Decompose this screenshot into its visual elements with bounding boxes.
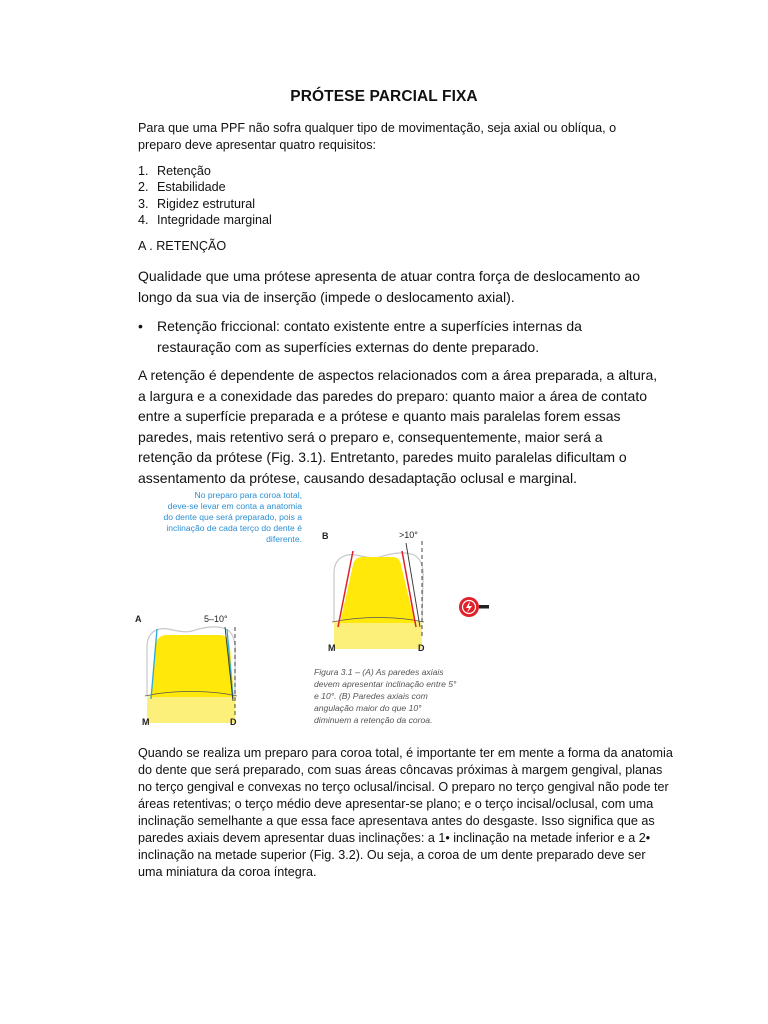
paragraph-retention-definition: Qualidade que uma prótese apresenta de atuar contra força de deslocamento ao longo da sua via de inserção (impede o deslocamento axial). [138,268,640,305]
figure-illustration [116,487,512,739]
warning-lightning-icon [459,597,489,617]
paragraph-retention-factors: A retenção é dependente de aspectos relacionados com a área preparada, a altura, a largura e a conexidade das paredes do preparo: quanto maior a área de contato entre a superfície preparada e a prótese e quanto mais paralelas forem essas paredes, mais retentivo será o preparo e, consequentemente, maior será a retenção da prótese (Fig. 3.1). Entretanto, paredes muito paralelas dificultam o assentamento da prótese, causando desadaptação oclusal e marginal. [138,367,658,486]
requirements-list [138,163,272,229]
label-b: B [322,531,329,541]
bullet-dot: • [138,318,143,334]
list-text: Integridade marginal [157,213,272,228]
list-text: Retenção [157,164,211,178]
figure-note-line: diferente. [266,534,302,544]
root-region [334,621,422,649]
figure-note-line: No preparo para coroa total, [194,490,302,500]
paragraph-crown-preparation: Quando se realiza um preparo para coroa total, é importante ter em mente a forma da anatomia do dente que será preparado, com suas áreas côncavas próximas à margem gengival, planas no terço gengival e convexas no terço oclusal/incisal. O preparo no terço gengival não pode ter áreas retentivas; o terço médio deve apresentar-se plano; e o terço incisal/oclusal, com uma inclinação semelhante a que essa face apresentava antes do desgaste. Isso significa que as paredes axiais devem apresentar duas inclinações: a 1• inclinação na metade inferior e a 2• inclinação na metade superior (Fig. 3.2). Ou seja, a coroa de um dente preparado deve ser uma miniatura da coroa íntegra. [138,746,673,879]
figure-caption-line: angulação maior do que 10° [314,703,422,713]
angle-label-b: >10° [399,530,418,540]
list-item [138,179,272,195]
document-title: PRÓTESE PARCIAL FIXA [290,88,478,105]
list-item [138,163,272,179]
intro-paragraph: Para que uma PPF não sofra qualquer tipo de movimentação, seja axial ou oblíqua, o preparo deve apresentar quatro requisitos: [138,121,617,152]
list-text: Rigidez estrutural [157,196,255,211]
label-m: M [328,643,336,653]
label-a: A [135,614,142,624]
list-number: 1. [138,164,149,178]
prepared-core [340,557,415,623]
bullet-text: Retenção friccional: contato existente entre a superfícies internas da restauração com as superfícies externas do dente preparado. [157,318,582,355]
figure-3-1 [116,487,512,739]
figure-caption-line: e 10°. (B) Paredes axiais com [314,691,428,701]
figure-note-line: inclinação de cada terço do dente é [166,523,302,533]
list-item [138,212,272,228]
tooth-a-diagram [135,614,237,727]
figure-caption-line: devem apresentar inclinação entre 5° [314,679,457,689]
tooth-b-diagram [322,530,425,653]
prepared-core [151,635,234,697]
figure-caption-line: diminuem a retenção da coroa. [314,715,433,725]
section-heading: A . RETENÇÃO [138,239,227,253]
label-d: D [418,643,425,653]
list-item [138,196,272,212]
figure-note-line: deve-se levar em conta a anatomia [167,501,302,511]
list-text: Estabilidade [157,180,226,195]
label-d: D [230,717,237,727]
angle-label-a: 5–10° [204,614,228,624]
root-region [147,695,235,723]
list-number: 4. [138,213,149,228]
label-m: M [142,717,150,727]
figure-caption-line: Figura 3.1 – (A) As paredes axiais [314,667,444,677]
list-number: 3. [138,196,149,211]
list-number: 2. [138,180,149,195]
figure-note-line: do dente que será preparado, pois a [163,512,302,522]
